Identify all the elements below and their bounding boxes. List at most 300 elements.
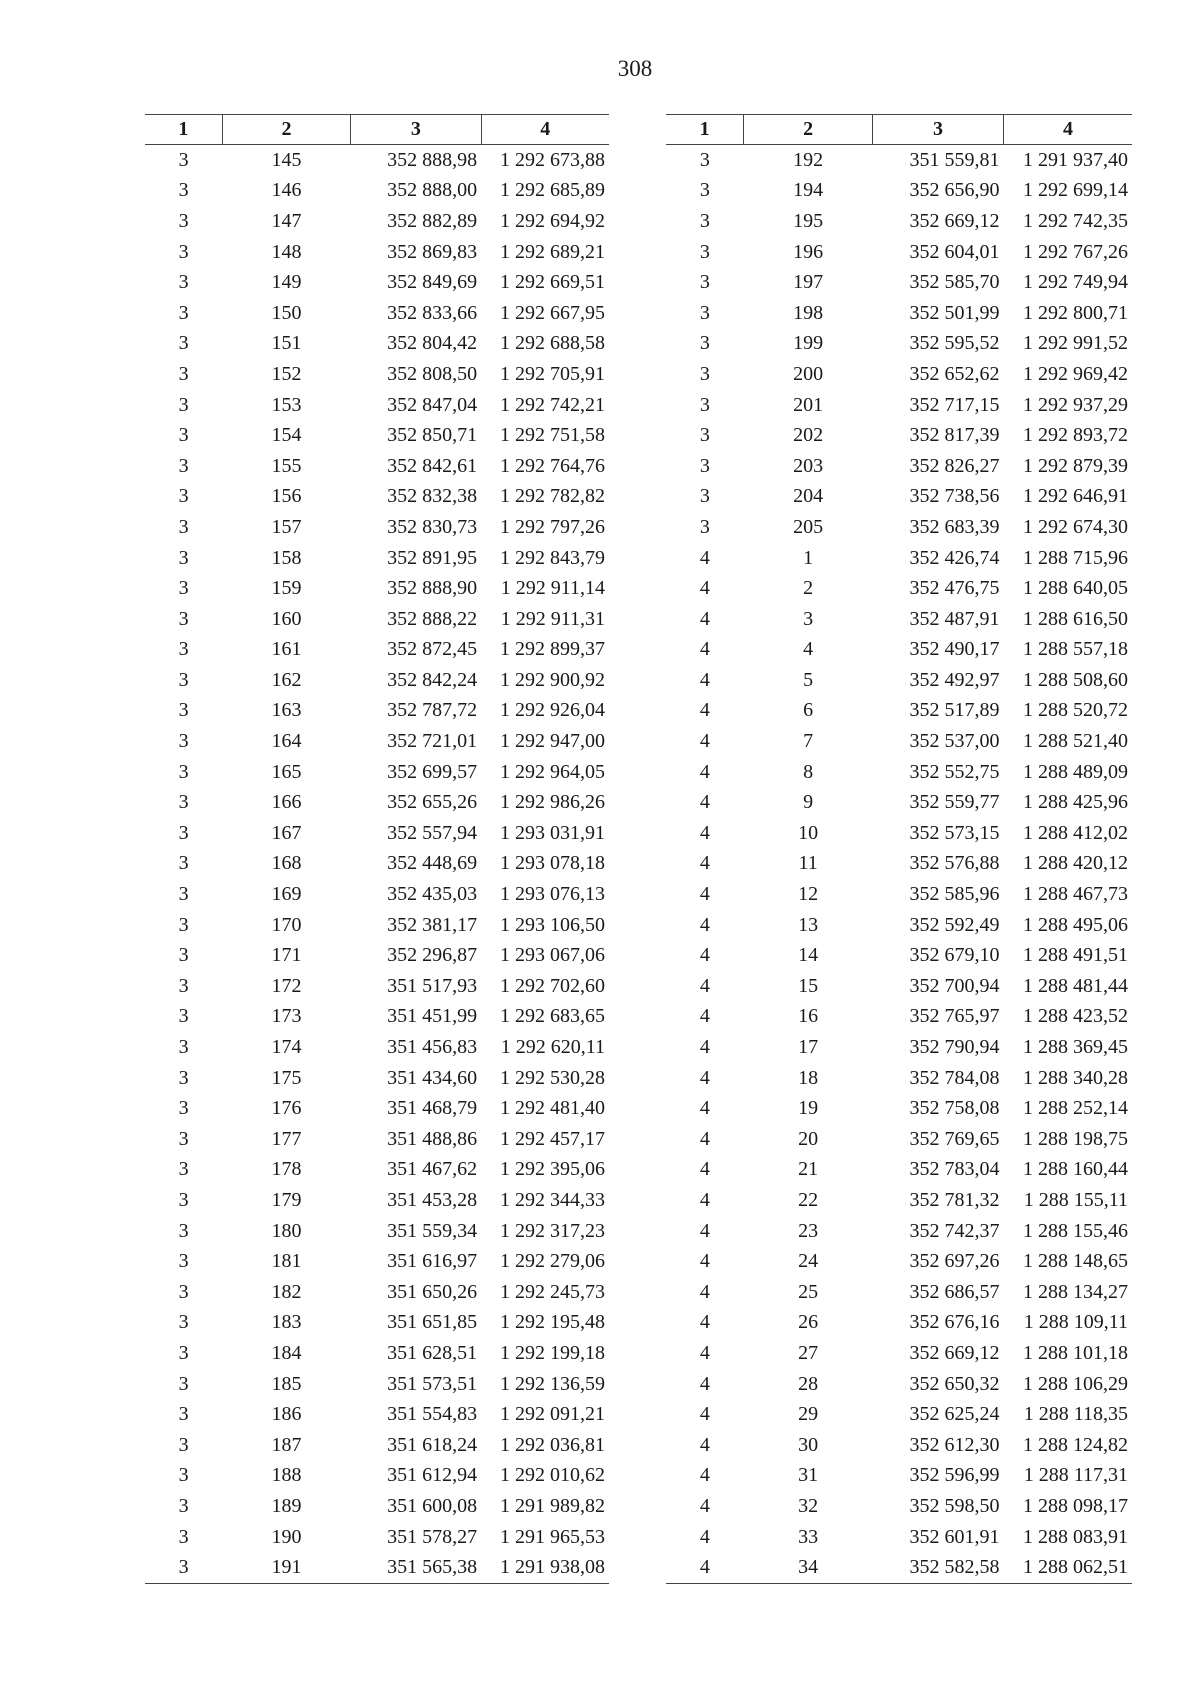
table-cell: 1 292 395,06 — [500, 1158, 605, 1181]
table-cell: 352 490,17 — [909, 638, 1000, 661]
table-cell: 352 882,89 — [387, 209, 478, 232]
table-cell: 4 — [699, 1464, 710, 1487]
table-cell: 3 — [145, 1552, 222, 1583]
table-row — [666, 482, 1132, 513]
table-row — [145, 1338, 609, 1369]
table-cell: 352 501,99 — [909, 301, 1000, 324]
table-cell: 1 293 067,06 — [500, 944, 605, 967]
table-row — [145, 635, 609, 666]
table-cell: 1 288 155,11 — [1023, 1188, 1128, 1211]
table-cell: 1 292 646,91 — [1023, 485, 1128, 508]
table-cell: 3 — [178, 485, 189, 508]
table-cell: 351 453,28 — [387, 1188, 478, 1211]
table-cell: 1 288 148,65 — [1023, 1250, 1128, 1273]
table-cell: 3 — [178, 393, 189, 416]
table-row — [666, 1430, 1132, 1461]
table-cell: 33 — [798, 1525, 819, 1548]
table-cell: 352 817,39 — [909, 424, 1000, 447]
table-cell: 1 292 911,14 — [500, 577, 605, 600]
table-cell: 351 467,62 — [387, 1158, 478, 1181]
table-cell: 352 699,57 — [387, 760, 478, 783]
table-cell: 4 — [699, 1433, 710, 1456]
table-cell: 4 — [699, 638, 710, 661]
table-cell: 1 288 557,18 — [1023, 638, 1128, 661]
table-cell: 3 — [699, 362, 710, 385]
table-cell: 3 — [178, 791, 189, 814]
table-cell: 203 — [793, 454, 824, 477]
table-cell: 197 — [793, 271, 824, 294]
table-cell: 1 288 489,09 — [1023, 760, 1128, 783]
table-cell: 7 — [803, 730, 814, 753]
table-row — [666, 971, 1132, 1002]
table-row — [666, 298, 1132, 329]
table-cell: 1 292 764,76 — [500, 454, 605, 477]
table-cell: 4 — [699, 1403, 710, 1426]
table-cell: 352 381,17 — [387, 913, 478, 936]
table-cell: 4 — [699, 1188, 710, 1211]
table-cell: 352 842,61 — [387, 454, 478, 477]
table-row — [145, 1461, 609, 1492]
table-cell: 351 488,86 — [387, 1127, 478, 1150]
table-cell: 17 — [798, 1036, 819, 1059]
table-cell: 4 — [699, 1280, 710, 1303]
table-cell: 352 888,22 — [387, 607, 478, 630]
table-cell: 186 — [271, 1403, 302, 1426]
table-cell: 351 468,79 — [387, 1097, 478, 1120]
table-cell: 190 — [271, 1525, 302, 1548]
table-cell: 4 — [699, 1066, 710, 1089]
table-cell: 352 592,49 — [909, 913, 1000, 936]
table-cell: 352 669,12 — [909, 209, 1000, 232]
table-cell: 352 576,88 — [909, 852, 1000, 875]
table-cell: 3 — [178, 1341, 189, 1364]
table-cell: 1 292 685,89 — [500, 179, 605, 202]
table-cell: 175 — [271, 1066, 302, 1089]
table-row — [666, 145, 1132, 176]
table-cell: 4 — [699, 883, 710, 906]
table-cell: 352 758,08 — [909, 1097, 1000, 1120]
table-cell: 14 — [798, 944, 819, 967]
table-cell: 352 850,71 — [387, 424, 478, 447]
table-cell: 352 804,42 — [387, 332, 478, 355]
table-cell: 3 — [178, 1250, 189, 1273]
table-cell: 158 — [271, 546, 302, 569]
table-cell: 28 — [798, 1372, 819, 1395]
table-row — [145, 145, 609, 176]
table-row — [666, 1552, 1132, 1583]
table-cell: 351 451,99 — [387, 1005, 478, 1028]
table-cell: 3 — [178, 1066, 189, 1089]
table-cell: 27 — [798, 1341, 819, 1364]
table-cell: 1 288 134,27 — [1023, 1280, 1128, 1303]
table-cell: 34 — [744, 1552, 873, 1583]
table-cell: 3 — [178, 1433, 189, 1456]
page-number: 308 — [617, 56, 653, 81]
table-cell: 1 292 669,51 — [500, 271, 605, 294]
table-row — [666, 390, 1132, 421]
table-cell: 1 292 991,52 — [1023, 332, 1128, 355]
table-cell: 3 — [803, 607, 814, 630]
table-cell: 31 — [798, 1464, 819, 1487]
table-cell: 351 651,85 — [387, 1311, 478, 1334]
column-header: 4 — [1004, 115, 1132, 145]
table-cell: 1 292 900,92 — [500, 668, 605, 691]
table-cell: 26 — [798, 1311, 819, 1334]
table-cell: 1 292 749,94 — [1023, 271, 1128, 294]
table-cell: 352 765,97 — [909, 1005, 1000, 1028]
table-cell: 1 292 702,60 — [500, 974, 605, 997]
table-cell: 8 — [803, 760, 814, 783]
table-row — [666, 757, 1132, 788]
table-cell: 1 292 667,95 — [500, 301, 605, 324]
table-cell: 352 604,01 — [909, 240, 1000, 263]
table-cell: 352 700,94 — [909, 974, 1000, 997]
table-row — [145, 1399, 609, 1430]
table-cell: 3 — [178, 974, 189, 997]
table-cell: 352 784,08 — [909, 1066, 1000, 1089]
table-cell: 352 849,69 — [387, 271, 478, 294]
table-cell: 1 292 481,40 — [500, 1097, 605, 1120]
table-cell: 1 292 689,21 — [500, 240, 605, 263]
table-cell: 3 — [178, 1311, 189, 1334]
table-row — [145, 1369, 609, 1400]
table-row — [666, 604, 1132, 635]
table-cell: 352 487,91 — [909, 607, 1000, 630]
table-row — [666, 1155, 1132, 1186]
table-cell: 1 292 937,29 — [1023, 393, 1128, 416]
table-cell: 1 292 843,79 — [500, 546, 605, 569]
table-cell: 199 — [793, 332, 824, 355]
table-row — [145, 1124, 609, 1155]
table-cell: 352 435,03 — [387, 883, 478, 906]
table-row — [145, 726, 609, 757]
table-row — [666, 1399, 1132, 1430]
table-row — [145, 940, 609, 971]
table-row — [145, 1185, 609, 1216]
table-cell: 3 — [178, 1464, 189, 1487]
table-cell: 3 — [178, 148, 189, 171]
table-cell: 21 — [798, 1158, 819, 1181]
table-cell: 3 — [178, 1158, 189, 1181]
table-row — [145, 1093, 609, 1124]
table-cell: 3 — [178, 730, 189, 753]
table-cell: 204 — [793, 485, 824, 508]
table-cell: 352 679,10 — [909, 944, 1000, 967]
table-row — [145, 1032, 609, 1063]
table-cell: 187 — [271, 1433, 302, 1456]
table-cell: 352 582,58 — [873, 1552, 1004, 1583]
table-cell: 1 288 124,82 — [1023, 1433, 1128, 1456]
table-row — [145, 1430, 609, 1461]
table-cell: 352 832,38 — [387, 485, 478, 508]
table-cell: 352 742,37 — [909, 1219, 1000, 1242]
table-cell: 1 288 616,50 — [1023, 607, 1128, 630]
table-cell: 1 292 195,48 — [500, 1311, 605, 1334]
table-cell: 146 — [271, 179, 302, 202]
table-cell: 1 292 742,21 — [500, 393, 605, 416]
table-row — [666, 849, 1132, 880]
table-row — [145, 1155, 609, 1186]
table-row — [145, 1002, 609, 1033]
table-row — [666, 573, 1132, 604]
table-cell: 3 — [178, 271, 189, 294]
table-cell: 3 — [699, 301, 710, 324]
table-cell: 351 517,93 — [387, 974, 478, 997]
table-cell: 1 288 062,51 — [1004, 1552, 1132, 1583]
table-cell: 1 288 160,44 — [1023, 1158, 1128, 1181]
table-cell: 351 559,81 — [909, 148, 1000, 171]
table-row — [145, 971, 609, 1002]
table-cell: 351 650,26 — [387, 1280, 478, 1303]
table-cell: 145 — [271, 148, 302, 171]
table-cell: 352 598,50 — [909, 1494, 1000, 1517]
table-cell: 1 292 797,26 — [500, 515, 605, 538]
table-row — [145, 390, 609, 421]
table-cell: 352 585,96 — [909, 883, 1000, 906]
table-cell: 4 — [699, 821, 710, 844]
table-cell: 4 — [699, 944, 710, 967]
table-cell: 4 — [699, 1372, 710, 1395]
table-row — [666, 1277, 1132, 1308]
table-row — [145, 757, 609, 788]
coordinate-table-left — [145, 114, 609, 1584]
table-cell: 198 — [793, 301, 824, 324]
table-cell: 183 — [271, 1311, 302, 1334]
table-cell: 156 — [271, 485, 302, 508]
table-cell: 22 — [798, 1188, 819, 1211]
table-cell: 3 — [178, 1036, 189, 1059]
table-cell: 1 288 640,05 — [1023, 577, 1128, 600]
table-cell: 1 288 155,46 — [1023, 1219, 1128, 1242]
table-cell: 1 288 101,18 — [1023, 1341, 1128, 1364]
table-cell: 352 595,52 — [909, 332, 1000, 355]
table-row — [145, 512, 609, 543]
table-cell: 4 — [699, 852, 710, 875]
table-cell: 164 — [271, 730, 302, 753]
table-row — [666, 1093, 1132, 1124]
table-cell: 352 426,74 — [909, 546, 1000, 569]
table-cell: 155 — [271, 454, 302, 477]
table-cell: 192 — [793, 148, 824, 171]
table-cell: 4 — [699, 577, 710, 600]
table-cell: 4 — [699, 1158, 710, 1181]
table-cell: 1 292 742,35 — [1023, 209, 1128, 232]
table-cell: 4 — [699, 1127, 710, 1150]
table-cell: 1 292 969,42 — [1023, 362, 1128, 385]
table-cell: 148 — [271, 240, 302, 263]
table-cell: 3 — [699, 454, 710, 477]
table-cell: 1 292 036,81 — [500, 1433, 605, 1456]
table-cell: 1 288 425,96 — [1023, 791, 1128, 814]
table-cell: 4 — [699, 668, 710, 691]
table-cell: 352 652,62 — [909, 362, 1000, 385]
table-cell: 351 628,51 — [387, 1341, 478, 1364]
table-cell: 4 — [699, 760, 710, 783]
table-cell: 352 683,39 — [909, 515, 1000, 538]
table-row — [145, 573, 609, 604]
column-header: 1 — [145, 115, 222, 145]
table-cell: 3 — [699, 209, 710, 232]
table-cell: 1 291 937,40 — [1023, 148, 1128, 171]
table-cell: 3 — [178, 332, 189, 355]
table-cell: 30 — [798, 1433, 819, 1456]
table-cell: 147 — [271, 209, 302, 232]
table-cell: 352 448,69 — [387, 852, 478, 875]
table-cell: 172 — [271, 974, 302, 997]
table-cell: 4 — [699, 1036, 710, 1059]
table-cell: 352 476,75 — [909, 577, 1000, 600]
table-row — [145, 176, 609, 207]
table-cell: 19 — [798, 1097, 819, 1120]
table-row — [666, 1185, 1132, 1216]
table-cell: 1 292 674,30 — [1023, 515, 1128, 538]
table-cell: 352 787,72 — [387, 699, 478, 722]
table-cell: 3 — [178, 944, 189, 967]
table-row — [666, 1032, 1132, 1063]
table-cell: 200 — [793, 362, 824, 385]
table-cell: 166 — [271, 791, 302, 814]
table-row — [145, 420, 609, 451]
table-cell: 16 — [798, 1005, 819, 1028]
table-cell: 4 — [699, 974, 710, 997]
table-cell: 3 — [178, 668, 189, 691]
table-row — [145, 206, 609, 237]
table-cell: 3 — [178, 454, 189, 477]
table-cell: 352 847,04 — [387, 393, 478, 416]
table-row — [666, 1369, 1132, 1400]
table-cell: 352 769,65 — [909, 1127, 1000, 1150]
table-cell: 24 — [798, 1250, 819, 1273]
table-cell: 165 — [271, 760, 302, 783]
table-cell: 1 292 279,06 — [500, 1250, 605, 1273]
table-cell: 3 — [699, 179, 710, 202]
table-cell: 351 573,51 — [387, 1372, 478, 1395]
table-row — [666, 1491, 1132, 1522]
table-cell: 1 288 109,11 — [1023, 1311, 1128, 1334]
table-cell: 163 — [271, 699, 302, 722]
table-row — [666, 420, 1132, 451]
table-cell: 1 292 199,18 — [500, 1341, 605, 1364]
table-header-row — [145, 115, 609, 145]
table-cell: 4 — [699, 699, 710, 722]
table-cell: 1 288 117,31 — [1023, 1464, 1128, 1487]
table-cell: 352 559,77 — [909, 791, 1000, 814]
table-cell: 170 — [271, 913, 302, 936]
table-cell: 13 — [798, 913, 819, 936]
table-cell: 351 600,08 — [387, 1494, 478, 1517]
table-cell: 352 781,32 — [909, 1188, 1000, 1211]
table-row — [666, 940, 1132, 971]
table-row — [145, 1277, 609, 1308]
table-cell: 189 — [271, 1494, 302, 1517]
table-cell: 1 292 782,82 — [500, 485, 605, 508]
table-cell: 352 650,32 — [909, 1372, 1000, 1395]
table-cell: 352 676,16 — [909, 1311, 1000, 1334]
table-row — [145, 1308, 609, 1339]
table-row — [666, 267, 1132, 298]
table-cell: 10 — [798, 821, 819, 844]
table-cell: 1 — [803, 546, 814, 569]
table-row — [666, 1461, 1132, 1492]
table-row — [145, 604, 609, 635]
table-cell: 3 — [178, 424, 189, 447]
table-cell: 352 783,04 — [909, 1158, 1000, 1181]
table-row — [666, 176, 1132, 207]
table-cell: 1 292 010,62 — [500, 1464, 605, 1487]
table-body — [145, 145, 609, 1584]
table-cell: 1 292 457,17 — [500, 1127, 605, 1150]
table-cell: 1 288 118,35 — [1023, 1403, 1128, 1426]
table-cell: 352 869,83 — [387, 240, 478, 263]
table-cell: 181 — [271, 1250, 302, 1273]
table-cell: 179 — [271, 1188, 302, 1211]
table-cell: 351 559,34 — [387, 1219, 478, 1242]
table-row — [666, 237, 1132, 268]
table-cell: 1 288 252,14 — [1023, 1097, 1128, 1120]
table-cell: 3 — [178, 240, 189, 263]
table-cell: 169 — [271, 883, 302, 906]
table-cell: 352 842,24 — [387, 668, 478, 691]
table-cell: 4 — [699, 1219, 710, 1242]
column-header: 3 — [873, 115, 1004, 145]
table-row — [145, 1246, 609, 1277]
table-cell: 3 — [178, 1403, 189, 1426]
table-cell: 352 492,97 — [909, 668, 1000, 691]
table-row — [666, 1002, 1132, 1033]
table-cell: 152 — [271, 362, 302, 385]
table-cell: 167 — [271, 821, 302, 844]
table-row — [666, 1338, 1132, 1369]
table-cell: 352 790,94 — [909, 1036, 1000, 1059]
table-cell: 1 288 495,06 — [1023, 913, 1128, 936]
table-cell: 1 292 893,72 — [1023, 424, 1128, 447]
table-cell: 1 293 106,50 — [500, 913, 605, 936]
table-cell: 4 — [699, 607, 710, 630]
table-body — [666, 145, 1132, 1584]
table-row — [145, 359, 609, 390]
table-row — [666, 1216, 1132, 1247]
table-cell: 154 — [271, 424, 302, 447]
table-cell: 1 292 136,59 — [500, 1372, 605, 1395]
table-cell: 161 — [271, 638, 302, 661]
table-cell: 1 288 481,44 — [1023, 974, 1128, 997]
table-cell: 3 — [699, 424, 710, 447]
table-row — [145, 329, 609, 360]
table-row — [666, 726, 1132, 757]
table-row — [666, 1246, 1132, 1277]
table-cell: 1 288 369,45 — [1023, 1036, 1128, 1059]
table-cell: 18 — [798, 1066, 819, 1089]
table-cell: 205 — [793, 515, 824, 538]
table-cell: 195 — [793, 209, 824, 232]
table-row — [145, 1216, 609, 1247]
table-row — [145, 696, 609, 727]
table-cell: 352 888,98 — [387, 148, 478, 171]
table-row — [666, 910, 1132, 941]
table-cell: 188 — [271, 1464, 302, 1487]
table-cell: 352 656,90 — [909, 179, 1000, 202]
table-cell: 4 — [699, 1494, 710, 1517]
table-cell: 1 288 508,60 — [1023, 668, 1128, 691]
table-cell: 1 288 340,28 — [1023, 1066, 1128, 1089]
table-cell: 3 — [178, 179, 189, 202]
table-cell: 1 291 965,53 — [500, 1525, 605, 1548]
table-cell: 352 697,26 — [909, 1250, 1000, 1273]
table-cell: 3 — [178, 883, 189, 906]
table-cell: 153 — [271, 393, 302, 416]
table-cell: 1 292 620,11 — [500, 1036, 605, 1059]
table-cell: 1 288 521,40 — [1023, 730, 1128, 753]
